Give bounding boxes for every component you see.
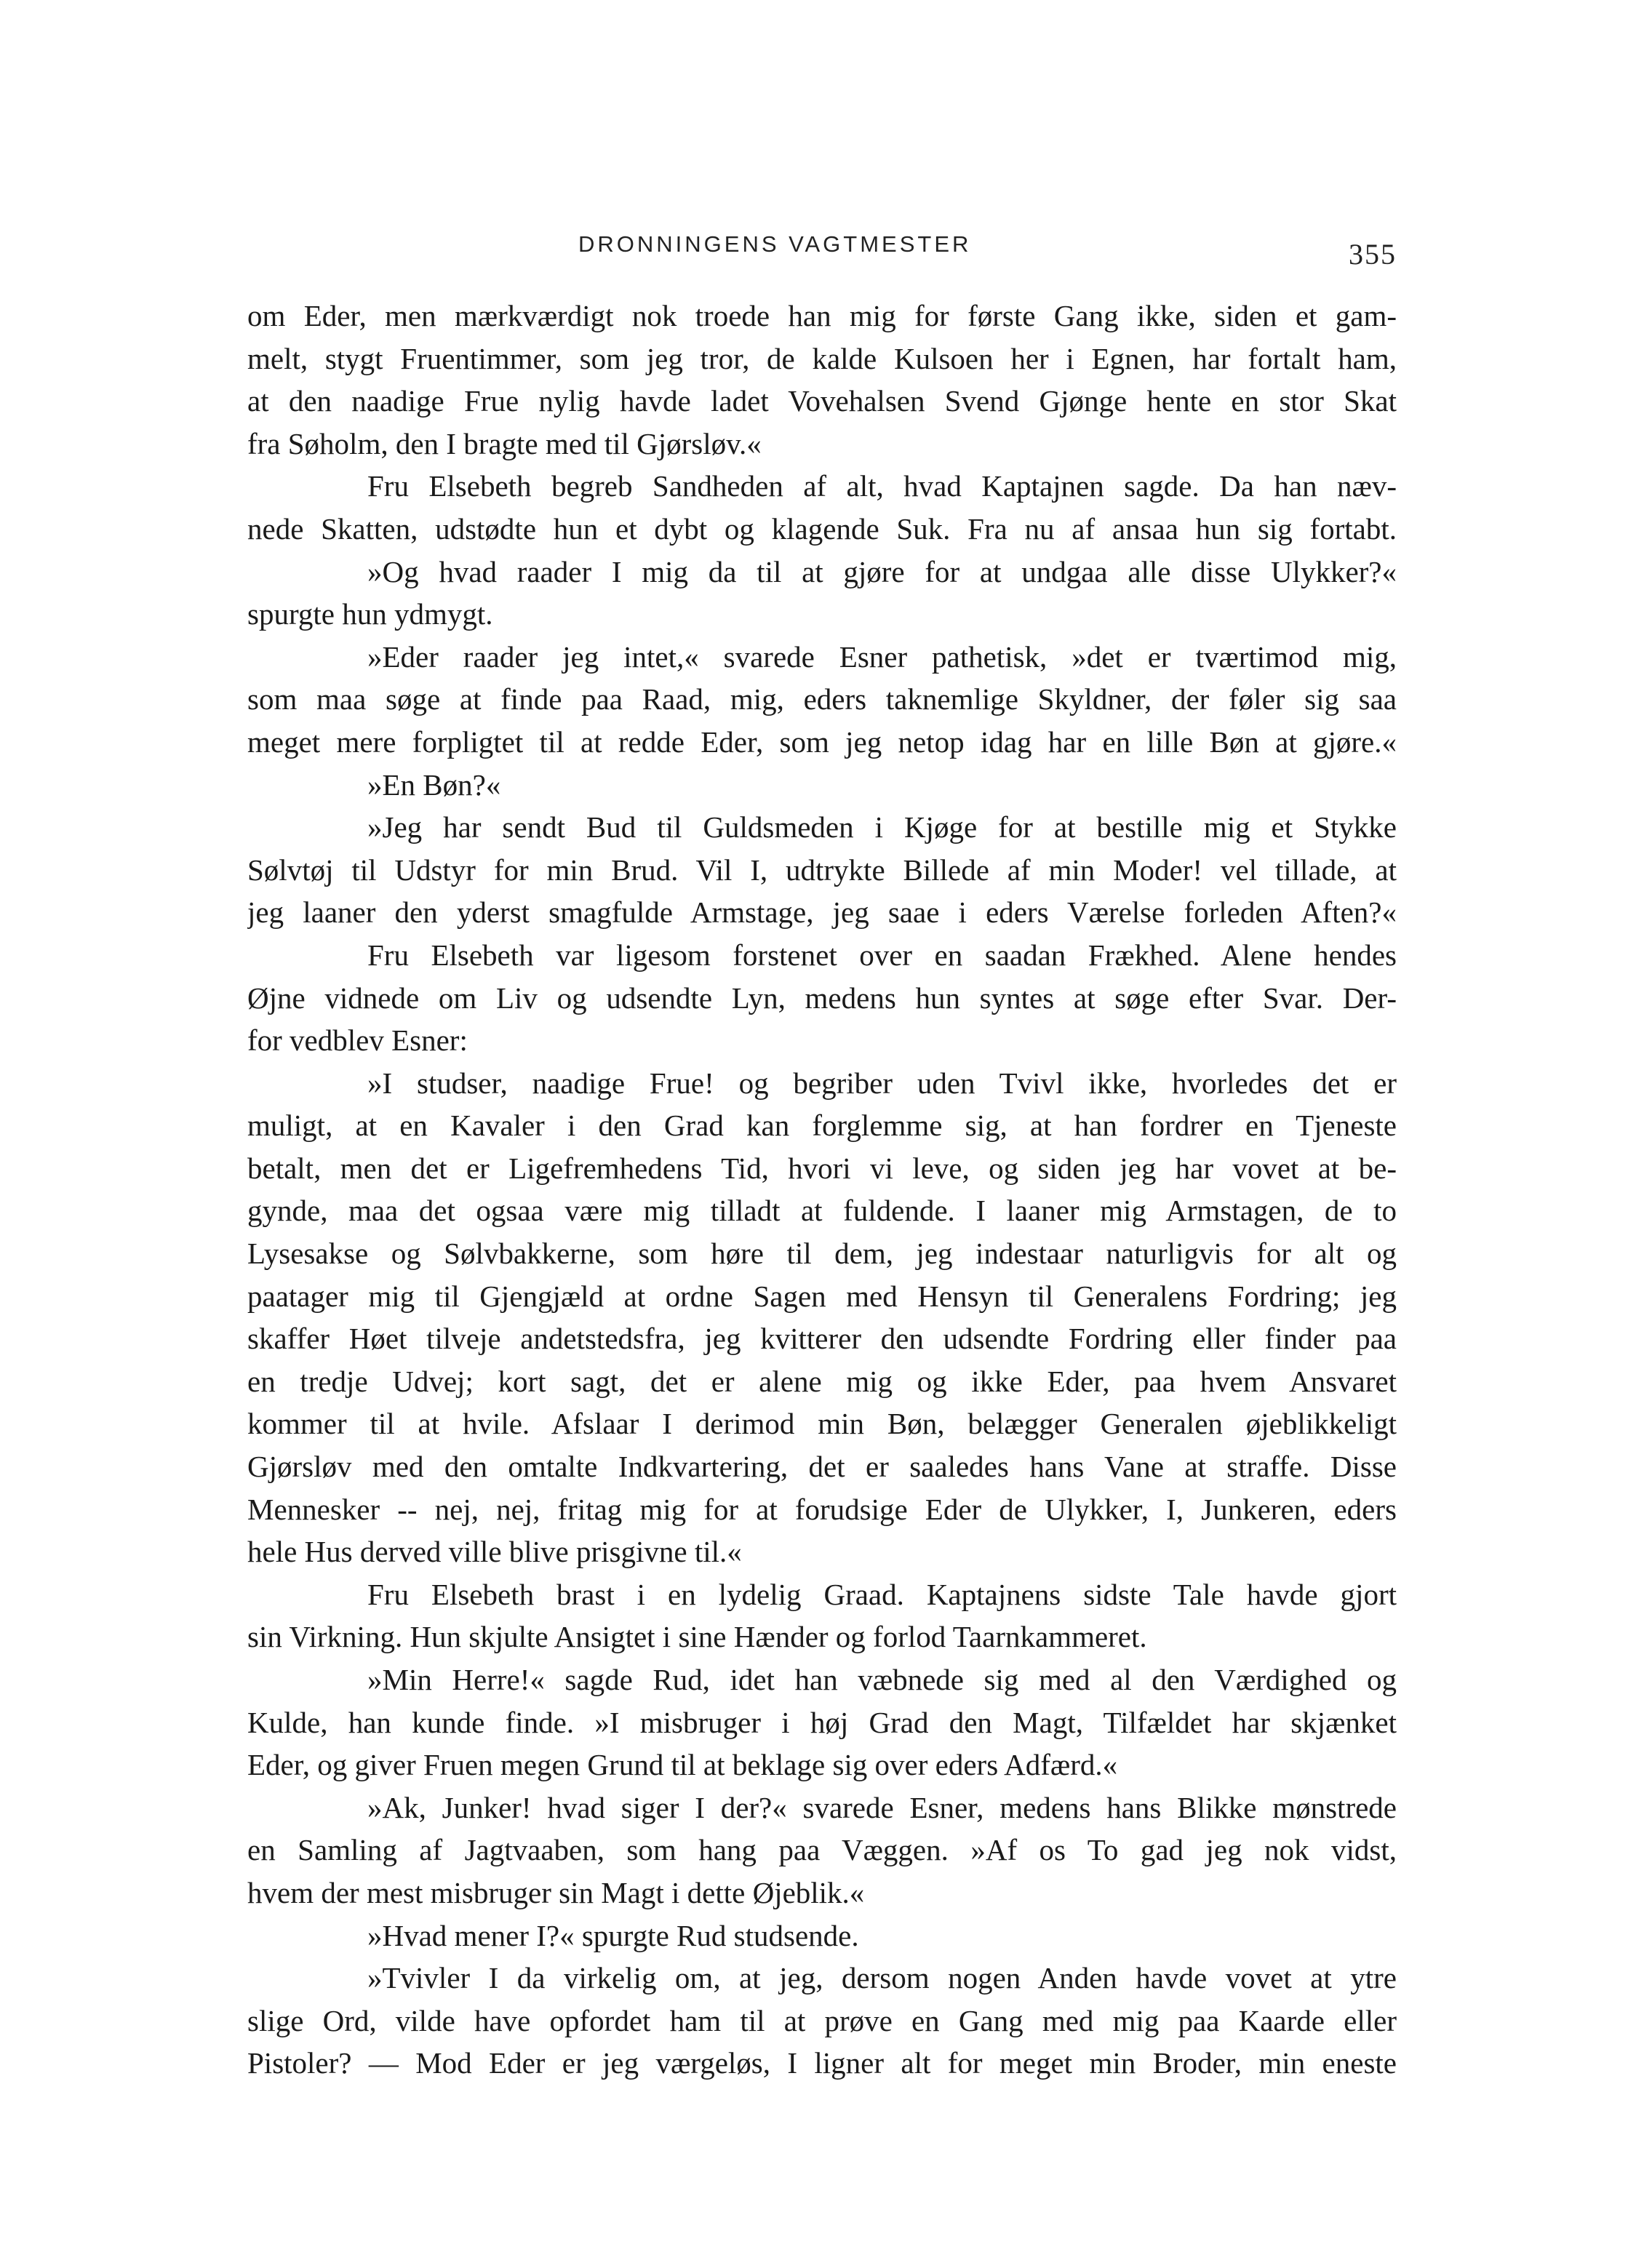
text-line: for vedblev Esner:: [247, 1023, 468, 1058]
text-line: paatager mig til Gjengjæld at ordne Sagen med Hensyn til Generalens Fordring; jeg: [247, 1279, 1397, 1313]
text-line: meget mere forpligtet til at redde Eder, som jeg netop idag har en lille Bøn at gjøre.«: [247, 724, 1397, 759]
text-line: Eder, og giver Fruen megen Grund til at beklage sig over eders Adfærd.«: [247, 1748, 1118, 1782]
text-line: hele Hus derved ville blive prisgivne til.«: [247, 1535, 742, 1569]
text-line: sin Virkning. Hun skjulte Ansigtet i sine Hænder og forlod Taarnkammeret.: [247, 1620, 1147, 1654]
running-head: [247, 231, 1397, 275]
text-line: Fru Elsebeth begreb Sandheden af alt, hvad Kaptajnen sagde. Da han næv-: [367, 469, 1397, 503]
page-number: 355: [1349, 238, 1397, 271]
text-line: melt, stygt Fruentimmer, som jeg tror, de kalde Kulsoen her i Egnen, har fortalt ham,: [247, 341, 1397, 375]
text-line: Pistoler? — Mod Eder er jeg værgeløs, I ligner alt for meget min Broder, min eneste: [247, 2046, 1397, 2080]
text-line: »Jeg har sendt Bud til Guldsmeden i Kjøge for at bestille mig et Stykke: [367, 810, 1397, 844]
text-line: spurgte hun ydmygt.: [247, 597, 493, 631]
text-line: kommer til at hvile. Afslaar I derimod min Bøn, belægger Generalen øjeblikkeligt: [247, 1407, 1397, 1441]
text-line: muligt, at en Kavaler i den Grad kan forglemme sig, at han fordrer en Tjeneste: [247, 1109, 1397, 1143]
text-line: skaffer Høet tilveje andetstedsfra, jeg kvitterer den udsendte Fordring eller finder paa: [247, 1322, 1397, 1356]
text-line: slige Ord, vilde have opfordet ham til at prøve en Gang med mig paa Kaarde eller: [247, 2003, 1397, 2037]
text-line: nede Skatten, udstødte hun et dybt og klagende Suk. Fra nu af ansaa hun sig fortabt.: [247, 511, 1397, 546]
text-line: hvem der mest misbruger sin Magt i dette Øjeblik.«: [247, 1875, 865, 1909]
text-line: en Samling af Jagtvaaben, som hang paa Væggen. »Af os To gad jeg nok vidst,: [247, 1833, 1397, 1867]
text-line: at den naadige Frue nylig havde ladet Vovehalsen Svend Gjønge hente en stor Skat: [247, 384, 1397, 418]
text-line: »Og hvad raader I mig da til at gjøre for at undgaa alle disse Ulykker?«: [367, 554, 1397, 588]
text-line: »Eder raader jeg intet,« svarede Esner pathetisk, »det er tværtimod mig,: [367, 639, 1397, 674]
text-line: Fru Elsebeth var ligesom forstenet over en saadan Frækhed. Alene hendes: [367, 938, 1397, 972]
text-line: »Ak, Junker! hvad siger I der?« svarede Esner, medens hans Blikke mønstrede: [367, 1790, 1397, 1824]
text-line: gynde, maa det ogsaa være mig tilladt at fuldende. I laaner mig Armstagen, de to: [247, 1194, 1397, 1228]
text-line: fra Søholm, den I bragte med til Gjørsløv.«: [247, 426, 762, 460]
text-line: Fru Elsebeth brast i en lydelig Graad. Kaptajnens sidste Tale havde gjort: [367, 1577, 1397, 1611]
running-title: DRONNINGENS VAGTMESTER: [578, 231, 972, 257]
text-line: »I studser, naadige Frue! og begriber uden Tvivl ikke, hvorledes det er: [367, 1066, 1397, 1100]
text-line: jeg laaner den yderst smagfulde Armstage, jeg saae i eders Værelse forleden Aften?«: [247, 895, 1397, 930]
text-line: Øjne vidnede om Liv og udsendte Lyn, medens hun syntes at søge efter Svar. Der-: [247, 981, 1397, 1015]
text-line: Sølvtøj til Udstyr for min Brud. Vil I, udtrykte Billede af min Moder! vel tillade, at: [247, 853, 1397, 887]
text-line: »Tvivler I da virkelig om, at jeg, dersom nogen Anden havde vovet at ytre: [367, 1961, 1397, 1995]
text-line: en tredje Udvej; kort sagt, det er alene mig og ikke Eder, paa hvem Ansvaret: [247, 1364, 1397, 1398]
text-line: betalt, men det er Ligefremhedens Tid, hvori vi leve, og siden jeg har vovet at be-: [247, 1151, 1397, 1185]
text-line: Gjørsløv med den omtalte Indkvartering, det er saaledes hans Vane at straffe. Disse: [247, 1450, 1397, 1484]
text-line: Lysesakse og Sølvbakkerne, som høre til dem, jeg indestaar naturligvis for alt og: [247, 1237, 1397, 1271]
text-line: Kulde, han kunde finde. »I misbruger i høj Grad den Magt, Tilfældet har skjænket: [247, 1705, 1397, 1739]
text-line: »En Bøn?«: [367, 767, 501, 802]
text-line: om Eder, men mærkværdigt nok troede han mig for første Gang ikke, siden et gam-: [247, 299, 1397, 332]
text-line: »Hvad mener I?« spurgte Rud studsende.: [367, 1918, 859, 1952]
text-line: som maa søge at finde paa Raad, mig, eders taknemlige Skyldner, der føler sig saa: [247, 682, 1397, 716]
text-line: »Min Herre!« sagde Rud, idet han væbnede sig med al den Værdighed og: [367, 1663, 1397, 1696]
body-text: [247, 295, 1397, 2085]
text-line: Mennesker -- nej, nej, fritag mig for at forudsige Eder de Ulykker, I, Junkeren, eders: [247, 1492, 1397, 1526]
